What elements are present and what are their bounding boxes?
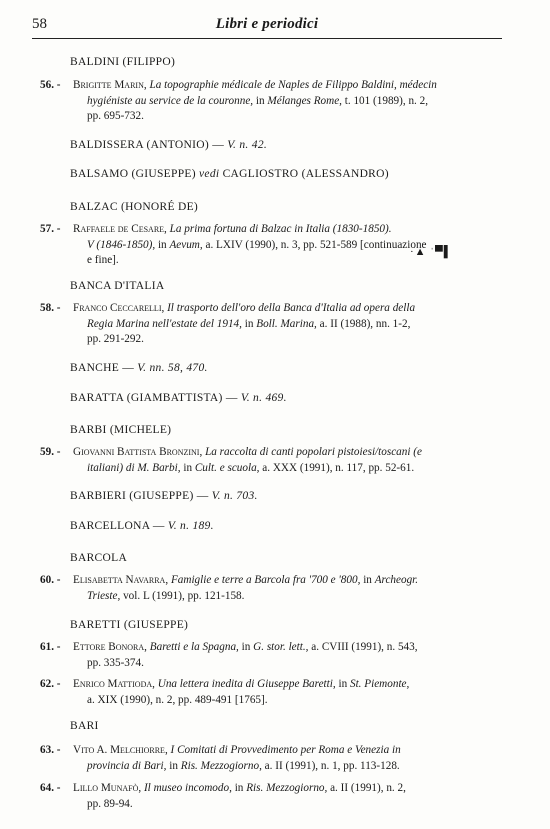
cross-reference: V. n. 42. xyxy=(227,139,268,151)
heading-text: BARBIERI (GIUSEPPE) xyxy=(70,490,194,502)
entry-title: Il museo incomodo, xyxy=(143,782,232,794)
entry-journal: Cult. e scuola, xyxy=(194,461,260,474)
entry-title: La topographie médicale de Naples de Filippo Baldini, médecin xyxy=(149,79,437,91)
entry-number: 61. - xyxy=(40,641,61,653)
entry-details: a. II (1991), n. 2, xyxy=(330,782,406,794)
heading-text: BALSAMO (GIUSEPPE) xyxy=(70,168,196,180)
entry-author: Lillo Munafò, xyxy=(73,782,142,794)
entry-journal: St. Piemonte, xyxy=(349,678,410,690)
entry-journal: Archeogr. xyxy=(374,574,419,586)
entry-pages: pp. 695-732. xyxy=(87,110,144,122)
heading-barbi xyxy=(70,424,171,436)
heading-text: BARATTA (GIAMBATTISTA) xyxy=(70,392,223,404)
entry-title: La raccolta di canti popolari pistoiesi/toscani (e xyxy=(205,446,422,458)
entry-author: Enrico Mattioda, xyxy=(73,678,155,690)
entry-in: in xyxy=(255,94,265,107)
entry-in: in xyxy=(241,641,251,653)
entry-journal: Aevum, xyxy=(169,238,203,251)
entry-title-cont: hygiéniste au service de la couronne, xyxy=(87,94,254,107)
entry-number: 60. - xyxy=(40,574,61,586)
heading-text: BARCELLONA xyxy=(70,520,150,532)
entry-number: 56. - xyxy=(40,79,61,91)
cross-reference: V. n. 703. xyxy=(211,490,258,502)
entry-60 xyxy=(40,573,504,604)
entry-details: a. XIX (1990), n. 2, pp. 489-491 [1765]. xyxy=(87,693,268,706)
entry-62 xyxy=(40,677,504,708)
heading-dash: — xyxy=(212,139,224,151)
entry-pages: e fine]. xyxy=(87,254,119,266)
entry-title-cont: V (1846-1850), xyxy=(87,238,156,251)
entry-in: in xyxy=(363,574,372,586)
heading-text: BALDINI (FILIPPO) xyxy=(70,56,176,68)
entry-details: a. II (1991), n. 1, pp. 113-128. xyxy=(264,759,400,772)
heading-dash: — xyxy=(225,392,238,404)
heading-text: BARETTI (GIUSEPPE) xyxy=(70,619,189,631)
entry-in: in xyxy=(244,317,254,330)
heading-bari xyxy=(70,720,99,732)
heading-text: BARCOLA xyxy=(70,552,128,564)
entry-in: in xyxy=(169,759,178,772)
page-number: 58 xyxy=(32,16,47,32)
cross-reference: V. n. 469. xyxy=(240,392,287,404)
running-title: Libri e periodici xyxy=(215,16,319,32)
cross-reference: V. nn. 58, 470. xyxy=(137,362,208,374)
entry-number: 63. - xyxy=(40,744,61,756)
entry-number: 58. - xyxy=(40,302,61,314)
heading-balzac xyxy=(70,201,198,213)
entry-journal: Ris. Mezzogiorno, xyxy=(180,759,262,772)
entry-in: in xyxy=(234,782,244,794)
entry-in: in xyxy=(338,678,348,690)
heading-dash: — xyxy=(196,490,209,502)
entry-number: 62. - xyxy=(40,678,61,690)
entry-number: 57. - xyxy=(40,223,61,235)
entry-details: a. II (1988), nn. 1-2, xyxy=(319,317,411,330)
entry-author: Ettore Bonora, xyxy=(73,641,147,653)
entry-pages: pp. 291-292. xyxy=(87,333,144,345)
entry-author: Giovanni Battista Bronzini, xyxy=(73,446,203,458)
heading-dash: — xyxy=(122,362,135,374)
entry-title: Il trasporto dell'oro della Banca d'Italia ad opera della xyxy=(167,302,416,314)
heading-baretti xyxy=(70,619,188,631)
entry-details: a. XXX (1991), n. 117, pp. 52-61. xyxy=(262,461,415,474)
entry-in: in xyxy=(157,238,167,251)
heading-barcola xyxy=(70,552,127,564)
entry-author: Brigitte Marin, xyxy=(73,79,147,91)
heading-barbieri xyxy=(70,490,258,502)
entry-64 xyxy=(40,781,504,812)
heading-baldini xyxy=(70,56,175,68)
entry-title-cont: provincia di Bari, xyxy=(87,759,167,772)
cross-reference: CAGLIOSTRO (ALESSANDRO) xyxy=(222,168,389,180)
entry-details: a. LXIV (1990), n. 3, pp. 521-589 [continuazione xyxy=(205,238,427,251)
entry-title: I Comitati di Provvedimento per Roma e Venezia in xyxy=(170,744,401,756)
entry-author: Franco Ceccarelli, xyxy=(73,302,165,314)
heading-barcellona xyxy=(70,520,214,532)
entry-title: Baretti e la Spagna, xyxy=(149,641,239,653)
entry-56 xyxy=(40,78,504,125)
heading-text: BALZAC (HONORÉ DE) xyxy=(70,201,199,213)
entry-journal: G. stor. lett., xyxy=(253,641,309,653)
entry-in: in xyxy=(183,461,193,474)
entry-title: Famiglie e terre a Barcola fra '700 e '800, xyxy=(170,574,361,586)
entry-title-cont: italiani) di M. Barbi, xyxy=(87,461,181,474)
cross-reference: V. n. 189. xyxy=(167,520,214,532)
vedi-label: vedi xyxy=(199,168,220,180)
entry-author: Raffaele de Cesare, xyxy=(73,223,167,235)
scan-marks: ·▲ ˈ▀▌ xyxy=(410,246,453,258)
entry-journal-cont: Trieste, xyxy=(87,589,121,602)
entry-title: La prima fortuna di Balzac in Italia (1830-1850). xyxy=(169,223,392,235)
entry-61 xyxy=(40,640,504,671)
entry-author: Elisabetta Navarra, xyxy=(73,574,169,586)
heading-baratta xyxy=(70,392,287,404)
entry-number: 59. - xyxy=(40,446,61,458)
heading-text: BALDISSERA (ANTONIO) xyxy=(70,139,209,151)
entry-pages: pp. 89-94. xyxy=(87,797,133,810)
heading-text: BANCA D'ITALIA xyxy=(70,280,165,292)
heading-text: BARBI (MICHELE) xyxy=(70,424,172,436)
heading-text: BARI xyxy=(70,720,99,732)
entry-title: Una lettera inedita di Giuseppe Baretti, xyxy=(157,678,336,690)
heading-banche xyxy=(70,362,208,374)
entry-58 xyxy=(40,301,504,348)
entry-number: 64. - xyxy=(40,782,61,794)
entry-journal: Mélanges Rome, xyxy=(267,94,342,107)
entry-journal: Boll. Marina, xyxy=(256,317,317,330)
entry-details: vol. L (1991), pp. 121-158. xyxy=(123,589,245,602)
entry-author: Vito A. Melchiorre, xyxy=(73,744,168,756)
entry-63 xyxy=(40,743,504,774)
entry-details: t. 101 (1989), n. 2, xyxy=(344,94,429,107)
page-header xyxy=(32,14,502,39)
heading-baldissera xyxy=(70,139,267,151)
entry-59 xyxy=(40,445,504,476)
heading-balsamo xyxy=(70,168,389,180)
entry-details: a. CVIII (1991), n. 543, xyxy=(311,641,418,653)
heading-banca xyxy=(70,280,164,292)
entry-pages: pp. 335-374. xyxy=(87,656,144,669)
entry-journal: Ris. Mezzogiorno, xyxy=(246,782,328,794)
heading-dash: — xyxy=(152,520,165,532)
heading-text: BANCHE xyxy=(70,362,120,374)
entry-title-cont: Regia Marina nell'estate del 1914, xyxy=(87,317,242,330)
